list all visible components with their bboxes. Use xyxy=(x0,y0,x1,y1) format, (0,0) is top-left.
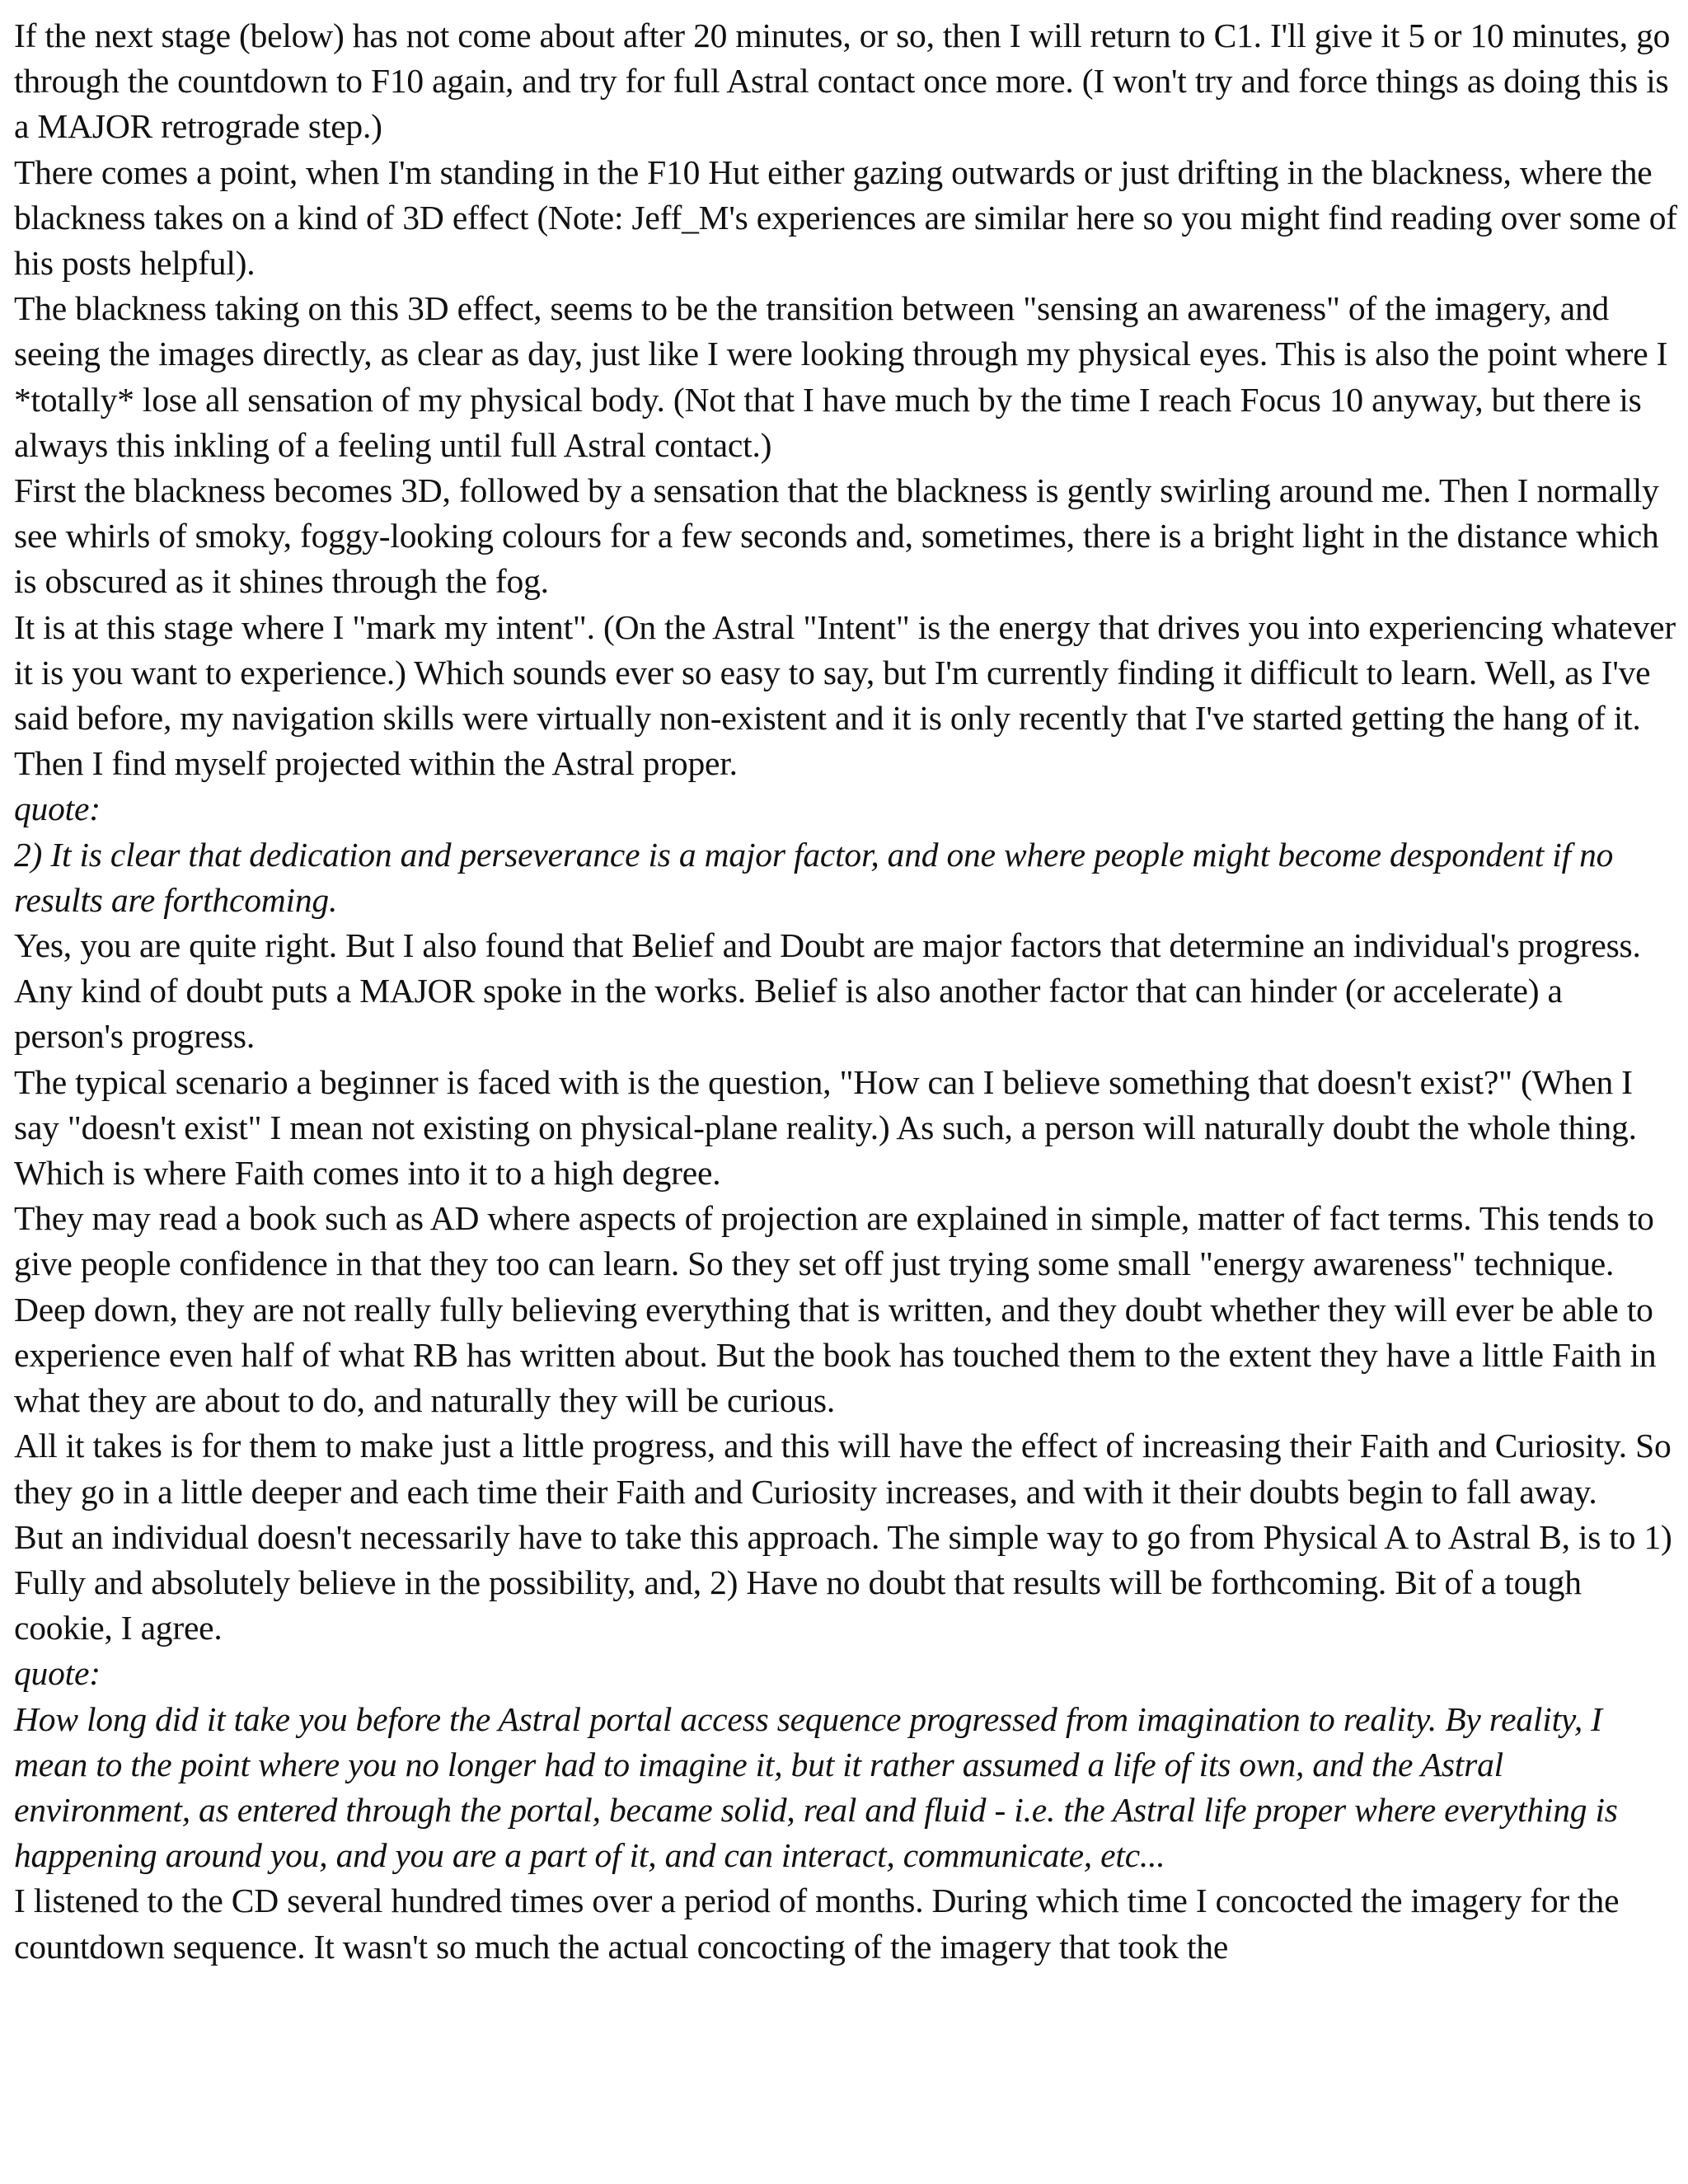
paragraph: The typical scenario a beginner is faced with is the question, "How can I believe something that doesn't exist?" (When I say "doesn't exist" I mean not existing on physical-plane reality.) As such, a person will naturally doubt the whole thing. Which is where Faith comes into it to a high degree. xyxy=(14,1062,1637,1193)
quote-label: quote: xyxy=(14,790,101,828)
quote-text: How long did it take you before the Astral portal access sequence progressed from imagination to reality. By reality, I mean to the point where you no longer had to imagine it, but it rather assumed a life of its own, and the Astral environment, as entered through the portal, became solid, real and fluid - i.e. the Astral life proper where everything is happening around you, and you are a part of it, and can interact, communicate, etc... xyxy=(14,1699,1618,1875)
paragraph: But an individual doesn't necessarily have to take this approach. The simple way to go from Physical A to Astral B, is to 1) Fully and absolutely believe in the possibility, and, 2) Have no doubt that results will be forthcoming. Bit of a tough cookie, I agree. xyxy=(14,1517,1672,1647)
paragraph: I listened to the CD several hundred times over a period of months. During which time I concocted the imagery for the countdown sequence. It wasn't so much the actual concocting of the imagery that took the xyxy=(14,1882,1620,1966)
paragraph: Yes, you are quite right. But I also found that Belief and Doubt are major factors that determine an individual's progress. Any kind of doubt puts a MAJOR spoke in the works. Belief is also another factor that can hinder (or accelerate) a person's progress. xyxy=(14,926,1641,1056)
paragraph: All it takes is for them to make just a little progress, and this will have the effect of increasing their Faith and Curiosity. So they go in a little deeper and each time their Faith and Curiosity increases, and with it their doubts begin to fall away. xyxy=(14,1427,1672,1511)
quote-text: 2) It is clear that dedication and perseverance is a major factor, and one where people might become despondent if no results are forthcoming. xyxy=(14,835,1614,919)
paragraph: There comes a point, when I'm standing in the F10 Hut either gazing outwards or just drifting in the blackness, where the blackness takes on a kind of 3D effect (Note: Jeff_M's experiences are similar here so you might find reading over some of his posts helpful). xyxy=(14,152,1677,283)
paragraph: Deep down, they are not really fully believing everything that is written, and they doubt whether they will ever be able to experience even half of what RB has written about. But the book has touched them to the extent they have a little Faith in what they are about to do, and naturally they will be curious. xyxy=(14,1290,1657,1420)
paragraph: They may read a book such as AD where aspects of projection are explained in simple, matter of fact terms. This tends to give people confidence in that they too can learn. So they set off just trying some small "energy awareness" technique. xyxy=(14,1199,1654,1283)
quote-label: quote: xyxy=(14,1654,101,1693)
paragraph: First the blackness becomes 3D, followed by a sensation that the blackness is gently swirling around me. Then I normally see whirls of smoky, foggy-looking colours for a few seconds and, sometimes, there is a bright light in the distance which is obscured as it shines through the fog. xyxy=(14,471,1659,601)
paragraph: If the next stage (below) has not come about after 20 minutes, or so, then I will return to C1. I'll give it 5 or 10 minutes, go through the countdown to F10 again, and try for full Astral contact once more. (I won't try and force things as doing this is a MAJOR retrograde step.) xyxy=(14,16,1671,146)
paragraph: Then I find myself projected within the Astral proper. xyxy=(14,744,738,783)
document-page xyxy=(14,13,1679,1970)
paragraph: It is at this stage where I "mark my intent". (On the Astral "Intent" is the energy that drives you into experiencing whatever it is you want to experience.) Which sounds ever so easy to say, but I'm currently finding it difficult to learn. Well, as I've said before, my navigation skills were virtually non-existent and it is only recently that I've started getting the hang of it. xyxy=(14,607,1676,738)
paragraph: The blackness taking on this 3D effect, seems to be the transition between "sensing an awareness" of the imagery, and seeing the images directly, as clear as day, just like I were looking through my physical eyes. This is also the point where I *totally* lose all sensation of my physical body. (Not that I have much by the time I reach Focus 10 anyway, but there is always this inkling of a feeling until full Astral contact.) xyxy=(14,289,1668,464)
